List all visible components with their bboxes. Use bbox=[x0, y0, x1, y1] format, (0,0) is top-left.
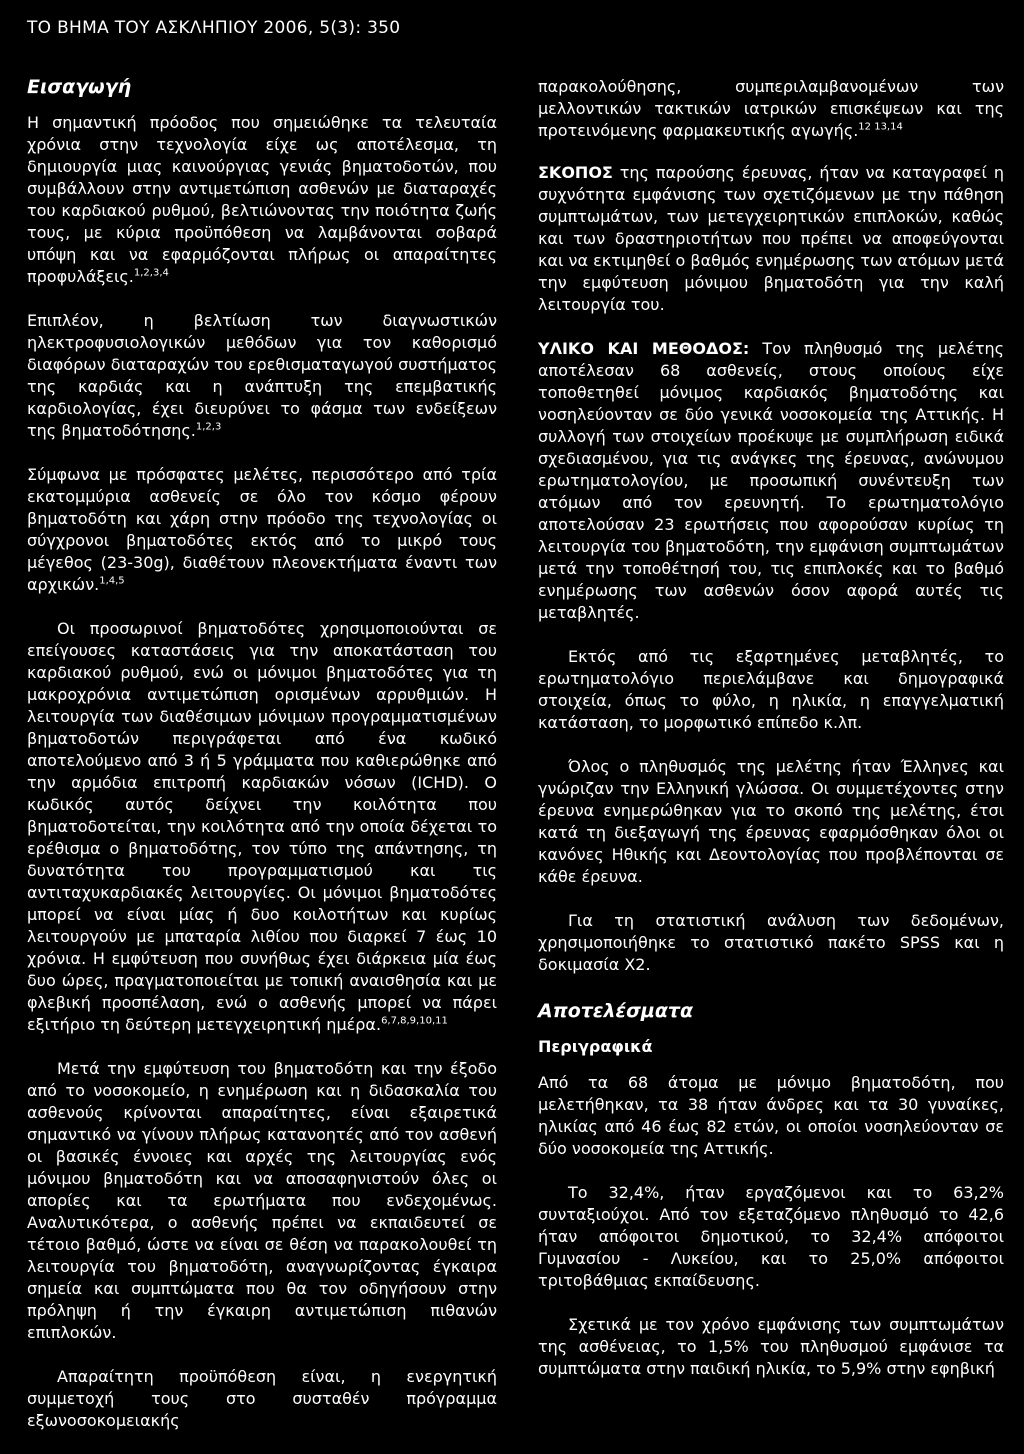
paragraph: Οι προσωρινοί βηματοδότες χρησιμοποιούνται σε επείγουσες καταστάσεις για την αποκατάσταση του καρδιακού ρυθμού, ενώ οι μόνιμοι βηματοδότες για τη μακροχρόνια αντιμετώπιση ορισμένων αρρυθμιών. Η λειτουργία των διαθέσιμων μόνιμων προγραμματισμένων βηματοδοτών περιγράφεται από ένα κωδικό αποτελούμενο από 3 ή 5 γράμματα που καθιερώθηκε από την αρμόδια επιτροπή καρδιακών νόσων (ICHD). Ο κωδικός αυτός δείχνει την κοιλότητα που βηματοδοτείται, την κοιλότητα από την οποία δέχεται το ερέθισμα ο βηματοδότης, τον τύπο της απάντησης, τη δυνατότητα του προγραμματισμού και τις αντιταχυκαρδιακές λειτουργίες. Οι μόνιμοι βηματοδότες μπορεί να είναι μίας ή δυο κοιλοτήτων και κυρίως λειτουργούν με μπαταρία λιθίου που διαρκεί 7 έως 10 χρόνια. Η εμφύτευση που συνήθως έχει διάρκεια μία έως δυο ώρες, πραγματοποιείται με τοπική αναισθησία και με φλεβική προσπέλαση, ενώ ο ασθενής μπορεί να πάρει εξιτήριο τη δεύτερη μετεγχειρητική ημέρα.$^{6,7,8,9,10,11}$ bbox=[27, 619, 497, 1034]
section-heading-introduction: Εισαγωγή bbox=[27, 76, 132, 98]
citation-ref: 1,2,3 bbox=[195, 421, 222, 433]
paragraph: Όλος ο πληθυσμός της μελέτης ήταν Έλληνες και γνώριζαν την Ελληνική γλώσσα. Οι συμμετέχοντες στην έρευνα ενημερώθηκαν για το σκοπό της μελέτης, έτσι κατά τη διεξαγωγή της έρευνας εφαρμόσθηκαν όλοι οι κανόνες Ηθικής και Δεοντολογίας που προβλέπονται σε κάθε έρευνα. bbox=[538, 757, 1004, 886]
methods-label: ΥΛΙΚΟ ΚΑΙ ΜΕΘΟΔΟΣ: bbox=[538, 339, 750, 358]
left-column bbox=[27, 76, 497, 1454]
citation-ref: 1,4,5 bbox=[99, 575, 125, 587]
citation-ref: 6,7,8,9,10,11 bbox=[381, 1015, 448, 1027]
paragraph: ΣΚΟΠΟΣ της παρούσης έρευνας, ήταν να καταγραφεί η συχνότητα εμφάνισης των σχετιζόμενων με την πάθηση συμπτωμάτων, των μετεγχειρητικών επιπλοκών, καθώς και των δραστηριοτήτων που πρέπει να αποφεύγονται και να εκτιμηθεί ο βαθμός ενημέρωσης των ατόμων μετά την εμφύτευση μόνιμου βηματοδότη για την καλή λειτουργία του. bbox=[538, 163, 1004, 314]
citation-ref: 1,2,3,4 bbox=[133, 267, 169, 279]
paragraph: Για τη στατιστική ανάλυση των δεδομένων, χρησιμοποιήθηκε το στατιστικό πακέτο SPSS και η δοκιμασία X2. bbox=[538, 911, 1004, 974]
paragraph: Επιπλέον, η βελτίωση των διαγνωστικών ηλεκτροφυσιολογικών μεθόδων για τον καθορισμό διαφόρων διαταραχών του ερεθισματαγωγού συστήματος της καρδιάς και η ανάπτυξη της επεμβατικής καρδιολογίας, έχει διευρύνει το φάσμα των ενδείξεων της βηματοδότησης.$^{1,2,3}$ bbox=[27, 311, 497, 440]
paragraph: ΥΛΙΚΟ ΚΑΙ ΜΕΘΟΔΟΣ: Τον πληθυσμό της μελέτης αποτέλεσαν 68 ασθενείς, στους οποίους είχε τοποθετηθεί μόνιμος καρδιακός βηματοδότης και νοσηλεύονταν σε δύο γενικά νοσοκομεία της Αττικής. Η συλλογή των στοιχείων προέκυψε με συμπλήρωση ειδικά σχεδιασμένου, για τις ανάγκες της έρευνας, ανώνυμου ερωτηματολογίου, με προσωπική συνέντευξη των ατόμων από τον ερευνητή. Το ερωτηματολόγιο αποτελούσαν 23 ερωτήσεις που αφορούσαν κυρίως τη λειτουργία του βηματοδότη, την εμφάνιση συμπτωμάτων μετά την τοποθέτησή του, τις επιπλοκές και το βαθμό ενημέρωσης των ασθενών όσον αφορά αυτές τις μεταβλητές. bbox=[538, 339, 1005, 622]
paragraph: Το 32,4%, ήταν εργαζόμενοι και το 63,2% συνταξιούχοι. Από τον εξεταζόμενο πληθυσμό το 42,6 ήταν απόφοιτοι δημοτικού, το 32,4% απόφοιτοι Γυμνασίου - Λυκείου, και το 25,0% απόφοιτοι τριτοβάθμιας εκπαίδευσης. bbox=[538, 1183, 1004, 1290]
subheading-descriptive: Περιγραφικά bbox=[538, 1037, 653, 1056]
paragraph: Από τα 68 άτομα με μόνιμο βηματοδότη, που μελετήθηκαν, τα 38 ήταν άνδρες και τα 30 γυναίκες, ηλικίας από 46 έως 82 ετών, οι οποίοι νοσηλεύονταν σε δύο νοσοκομεία της Αττικής. bbox=[538, 1073, 1004, 1158]
paragraph: Απαραίτητη προϋπόθεση είναι, η ενεργητική συμμετοχή τους στο συσταθέν πρόγραμμα εξωνοσοκομειακής bbox=[27, 1367, 497, 1430]
paragraph: Σχετικά με τον χρόνο εμφάνισης των συμπτωμάτων της ασθένειας, το 1,5% του πληθυσμού εμφάνισε τα συμπτώματα στην παιδική ηλικία, το 5,9% στην εφηβική bbox=[538, 1315, 1004, 1378]
running-head: ΤΟ ΒΗΜΑ ΤΟΥ ΑΣΚΛΗΠΙΟΥ 2006, 5(3): 350 bbox=[27, 18, 401, 38]
paragraph: Μετά την εμφύτευση του βηματοδότη και την έξοδο από το νοσοκομείο, η ενημέρωση και η διδασκαλία του ασθενούς κρίνονται απαραίτητες, είναι εξαιρετικά σημαντικό να γίνουν πλήρως κατανοητές από τον ασθενή οι βασικές έννοιες και αρχές της λειτουργίας ενός μόνιμου βηματοδότη και να αποσαφηνιστούν όλες οι απορίες και τα ερωτήματα που ενδεχομένως. Αναλυτικότερα, ο ασθενής πρέπει να εκπαιδευτεί σε τέτοιο βαθμό, ώστε να είναι σε θέση να παρακολουθεί τη λειτουργία του βηματοδότη, αναγνωρίζοντας έγκαιρα σημεία και συμπτώματα που θα τον οδηγήσουν στην πρόληψη ή την έγκαιρη αντιμετώπιση πιθανών επιπλοκών. bbox=[27, 1059, 497, 1342]
paragraph: Σύμφωνα με πρόσφατες μελέτες, περισσότερο από τρία εκατομμύρια ασθενείς σε όλο τον κόσμο φέρουν βηματοδότη και χάρη στην πρόοδο της τεχνολογίας οι σύγχρονοι βηματοδότες εκτός από το μικρό τους μέγεθος (23-30g), διαθέτουν πλεονεκτήματα έναντι των αρχικών.$^{1,4,5}$ bbox=[27, 465, 497, 594]
aim-label: ΣΚΟΠΟΣ bbox=[538, 163, 613, 182]
paragraph: Η σημαντική πρόοδος που σημειώθηκε τα τελευταία χρόνια στην τεχνολογία είχε ως αποτέλεσμα, τη δημιουργία μιας καινούργιας γενιάς βηματοδοτών, που συμβάλλουν στην αντιμετώπιση ασθενών με διαταραχές του καρδιακού ρυθμού, βελτιώνοντας την ποιότητα ζωής τους, με κύρια προϋπόθεση να λαμβάνονται σοβαρά υπόψη και να εφαρμόζονται πλήρως οι απαραίτητες προφυλάξεις.$^{1,2,3,4}$ bbox=[27, 113, 497, 286]
citation-ref: 12 13,14 bbox=[858, 121, 903, 133]
section-heading-results: Αποτελέσματα bbox=[538, 1000, 694, 1022]
right-column bbox=[538, 76, 1004, 1402]
paragraph: παρακολούθησης, συμπεριλαμβανομένων των μελλοντικών τακτικών ιατρικών επισκέψεων και της προτεινόμενης φαρμακευτικής αγωγής.$^{12 13,14}$ bbox=[538, 77, 1004, 140]
paragraph: Εκτός από τις εξαρτημένες μεταβλητές, το ερωτηματολόγιο περιελάμβανε και δημογραφικά στοιχεία, όπως το φύλο, η ηλικία, η επαγγελματική κατάσταση, το μορφωτικό επίπεδο κ.λπ. bbox=[538, 647, 1004, 732]
